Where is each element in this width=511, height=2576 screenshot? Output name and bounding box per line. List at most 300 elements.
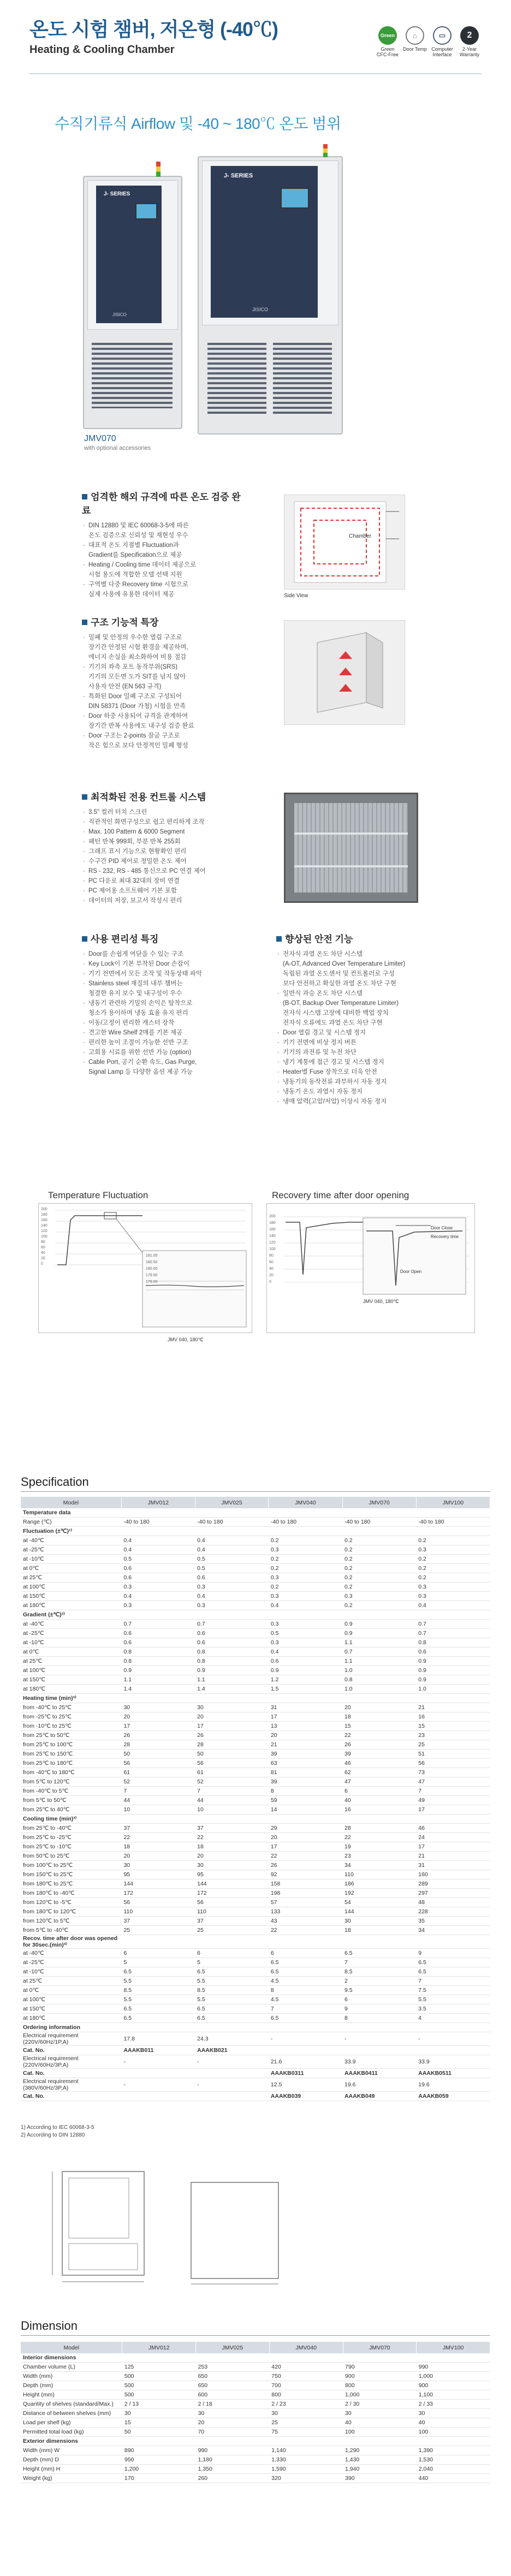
table-cell — [342, 1610, 416, 1620]
feature-standards — [82, 489, 246, 599]
table-cell: 28 — [342, 1824, 416, 1833]
list-item: · 특화된 Door 밀폐 구조로 구성되어 — [82, 692, 246, 701]
table-cell: 30 — [196, 2409, 270, 2418]
row-label: from -40℃ to 180℃ — [21, 1768, 121, 1777]
fluctuation-plot — [39, 1204, 252, 1332]
table-row — [21, 2474, 490, 2483]
y-tick-labels: 200 180 160 140 120 100 80 60 40 20 0 — [41, 1207, 47, 1266]
list-item: 사용자 안전 (EN 563 규격) — [88, 683, 162, 690]
table-cell: 170 — [122, 2474, 196, 2483]
table-cell: 1,200 — [122, 2465, 196, 2474]
list-item: · 이동/고정이 편리한 캐스터 장착 — [82, 1018, 262, 1028]
row-label: at 0℃ — [21, 1564, 121, 1573]
recovery-plot — [267, 1204, 474, 1332]
row-label: from -10℃ to 25℃ — [21, 1722, 121, 1731]
leaf-icon: Green — [378, 26, 397, 45]
table-cell: 297 — [416, 1889, 490, 1898]
list-item: · 패턴 반복 999회, 부분 반복 255회 — [82, 837, 257, 847]
table-cell: 54 — [342, 1898, 416, 1907]
column-header: JMV040 — [269, 2342, 343, 2353]
table-cell: 25 — [269, 2418, 343, 2428]
table-row — [21, 2363, 490, 2372]
table-cell — [416, 1694, 490, 1703]
table-cell: 144 — [195, 1879, 269, 1889]
table-cell: 8.5 — [195, 1986, 269, 1995]
table-cell — [269, 2046, 342, 2055]
table-row — [21, 1898, 490, 1907]
list-item: 독립된 과열 온도센서 및 컨트롤러로 구성 — [283, 971, 395, 977]
row-label: Distance of between shelves (mm) — [21, 2409, 122, 2418]
list-item: · 기기의 과전류 및 누전 차단 — [276, 1048, 473, 1057]
chamber-front-panel — [96, 186, 162, 323]
list-item: · 수구간 PID 제어로 정밀한 온도 제어 — [82, 856, 257, 866]
table-cell: 0.2 — [342, 1555, 416, 1564]
table-cell: 18 — [121, 1842, 195, 1852]
list-item: · Heater별 Fuse 장착으로 더욱 안전 — [276, 1067, 473, 1077]
column-header: JMV100 — [416, 1497, 490, 1508]
table-cell — [269, 1508, 342, 1518]
row-label: from -40℃ to 25℃ — [21, 1703, 121, 1712]
table-cell — [121, 2023, 195, 2032]
table-cell: 100 — [417, 2428, 490, 2437]
table-cell: 20 — [269, 1833, 342, 1842]
row-label: from 180℃ to 25℃ — [21, 1879, 121, 1889]
column-header: JMV025 — [195, 1497, 269, 1508]
table-cell: 23 — [342, 1852, 416, 1861]
row-label: from 150℃ to 25℃ — [21, 1870, 121, 1879]
list-item: · Door 하중 사용되어 규격을 관계하여 — [82, 711, 246, 721]
list-item: (B-OT, Backup Over Temperature Limiter) — [283, 1000, 399, 1007]
row-label: Depth (mm) — [21, 2381, 122, 2390]
table-cell: 0.7 — [121, 1620, 195, 1629]
table-cell: 0.3 — [269, 1620, 342, 1629]
table-cell — [121, 1527, 195, 1536]
table-row — [21, 2353, 490, 2363]
table-cell: 30 — [343, 2409, 417, 2418]
list-item: · RS - 232, RS - 485 통신으로 PC 연결 제어 — [82, 866, 257, 876]
table-row — [21, 1870, 490, 1879]
table-cell: 0.3 — [269, 1592, 342, 1601]
list-item: · PC 제어용 소프트웨어 기본 포함 — [82, 886, 257, 896]
feature-structure — [82, 615, 246, 751]
table-cell: 59 — [269, 1796, 342, 1805]
table-cell: 0.9 — [416, 1666, 490, 1675]
list-item: · 고희용 시료를 위한 선반 가능 (option) — [82, 1048, 262, 1057]
column-header: JMV070 — [342, 1497, 416, 1508]
table-row — [21, 1592, 490, 1601]
table-cell: 6.5 — [269, 1967, 342, 1977]
table-row — [21, 1787, 490, 1796]
table-cell: 750 — [269, 2372, 343, 2381]
table-cell: 20 — [195, 1852, 269, 1861]
table-cell: 0.9 — [195, 1666, 269, 1675]
table-row — [21, 1722, 490, 1731]
list-item: · 견고한 Wire Shelf 2매를 기본 제공 — [82, 1028, 262, 1038]
table-cell — [195, 2023, 269, 2032]
table-row — [21, 1694, 490, 1703]
row-label: at 25℃ — [21, 1977, 121, 1986]
dimension-heading: Dimension — [21, 2319, 78, 2333]
bullet-square-icon — [82, 794, 87, 800]
list-item: · Key Lock이 기본 부착된 Door 손잡이 — [82, 959, 262, 969]
table-cell: 7 — [195, 1787, 269, 1796]
table-cell — [121, 2092, 195, 2101]
table-cell: 133 — [269, 1907, 342, 1917]
table-row — [21, 1833, 490, 1842]
row-label: Quantity of shelves (standard/Max.) — [21, 2400, 122, 2409]
table-cell: 1.0 — [416, 1685, 490, 1694]
table-row — [21, 2409, 490, 2418]
table-cell: AAAKB011 — [121, 2046, 195, 2055]
list-item: Signal Lamp 등 다양한 옵션 제공 가능 — [88, 1069, 193, 1075]
table-cell: 1,290 — [343, 2446, 417, 2455]
table-cell: 0.2 — [416, 1536, 490, 1545]
table-cell: - — [416, 2032, 490, 2046]
table-cell — [416, 2023, 490, 2032]
table-row — [21, 1814, 490, 1824]
spec-heading: Specification — [21, 1475, 89, 1489]
table-cell: 0.7 — [416, 1629, 490, 1638]
spec-note: 2) According to DIN 12880 — [21, 2132, 85, 2138]
table-cell: 26 — [269, 1861, 342, 1870]
table-row — [21, 1949, 490, 1958]
table-cell — [269, 2437, 343, 2446]
table-cell: 0.2 — [269, 1564, 342, 1573]
table-cell: 34 — [416, 1926, 490, 1935]
table-cell: 2 / 18 — [196, 2400, 270, 2409]
wire-shelf — [294, 865, 408, 867]
table-cell: AAAKB021 — [195, 2046, 269, 2055]
table-cell: 0.2 — [416, 1555, 490, 1564]
row-label: Exterior dimensions — [21, 2437, 122, 2446]
table-cell: 650 — [196, 2372, 270, 2381]
row-label: at -10℃ — [21, 1967, 121, 1977]
table-cell: 21 — [416, 1703, 490, 1712]
table-cell: 8 — [269, 1787, 342, 1796]
row-label: from 25℃ to 150℃ — [21, 1750, 121, 1759]
row-label: Depth (mm) D — [21, 2455, 122, 2465]
table-cell: 30 — [122, 2409, 196, 2418]
table-cell: 22 — [269, 1926, 342, 1935]
table-row — [21, 1907, 490, 1917]
table-cell — [196, 2437, 270, 2446]
dimension-heading-rule — [21, 2335, 490, 2336]
row-label: at 180℃ — [21, 1601, 121, 1610]
table-cell: 800 — [343, 2381, 417, 2390]
table-cell: 6.5 — [342, 1949, 416, 1958]
row-label: Cooling time (min)³⁾ — [21, 1814, 121, 1824]
graph-title-fluctuation: Temperature Fluctuation — [48, 1190, 148, 1200]
table-cell: 7 — [416, 1787, 490, 1796]
table-cell — [342, 1508, 416, 1518]
column-header: JMV040 — [269, 1497, 342, 1508]
table-cell: 100 — [343, 2428, 417, 2437]
row-label: Cat. No. — [21, 2046, 121, 2055]
touch-screen-icon — [281, 188, 309, 209]
table-cell: 19 — [342, 1842, 416, 1852]
page-subtitle: Heating & Cooling Chamber — [29, 44, 175, 56]
table-cell: - — [121, 2055, 195, 2069]
list-item: · 기기 전면에서 모든 조작 및 작동상태 파악 — [82, 969, 262, 979]
table-cell: 9 — [416, 1949, 490, 1958]
table-cell: 158 — [269, 1879, 342, 1889]
interior-wall — [294, 803, 408, 893]
table-row — [21, 1926, 490, 1935]
list-item: 시험 용도에 적합한 모델 선택 지원 — [88, 572, 182, 578]
section-title: 사용 편리성 특징 — [82, 931, 262, 945]
table-row — [21, 1750, 490, 1759]
table-cell: 21 — [269, 1740, 342, 1750]
table-cell: 17 — [195, 1722, 269, 1731]
table-row — [21, 1879, 490, 1889]
table-cell: 260 — [196, 2474, 270, 2483]
spec-table-body — [21, 1508, 490, 2101]
table-cell: 30 — [121, 1703, 195, 1712]
table-header-row — [21, 1497, 490, 1508]
table-cell: 70 — [196, 2428, 270, 2437]
table-cell — [416, 1935, 490, 1949]
table-cell: 0.4 — [195, 1592, 269, 1601]
table-row — [21, 2400, 490, 2409]
table-cell: 21 — [416, 1852, 490, 1861]
row-label: from 180℃ to 120℃ — [21, 1907, 121, 1917]
table-cell: 21.6 — [269, 2055, 342, 2069]
table-cell: 28 — [121, 1740, 195, 1750]
table-cell: 2 / 23 — [269, 2400, 343, 2409]
column-header: JMV012 — [121, 1497, 195, 1508]
table-cell: 37 — [121, 1917, 195, 1926]
table-cell: 31 — [416, 1861, 490, 1870]
table-cell: 160 — [416, 1870, 490, 1879]
table-cell — [343, 2437, 417, 2446]
table-cell: 0.6 — [121, 1564, 195, 1573]
table-cell: 24 — [416, 1833, 490, 1842]
table-cell: 0.4 — [195, 1545, 269, 1555]
table-cell — [416, 1508, 490, 1518]
table-cell: 0.3 — [195, 1601, 269, 1610]
table-cell: 1.0 — [342, 1666, 416, 1675]
table-cell: 33.9 — [342, 2055, 416, 2069]
table-row — [21, 1731, 490, 1740]
table-row — [21, 2004, 490, 2014]
table-cell: 24.3 — [195, 2032, 269, 2046]
table-cell: 2,040 — [417, 2465, 490, 2474]
spec-heading-rule — [21, 1491, 490, 1492]
table-cell: 0.4 — [195, 1536, 269, 1545]
feature-convenience — [82, 931, 262, 1077]
table-cell: 1.1 — [121, 1675, 195, 1685]
table-cell: 20 — [342, 1703, 416, 1712]
table-cell — [269, 1814, 342, 1824]
table-row — [21, 1620, 490, 1629]
row-label: at -10℃ — [21, 1555, 121, 1564]
header-divider — [29, 73, 482, 74]
table-cell: 192 — [342, 1889, 416, 1898]
table-cell: 95 — [121, 1870, 195, 1879]
table-cell: 7 — [416, 1977, 490, 1986]
table-row — [21, 1703, 490, 1712]
table-cell: 6 — [342, 1787, 416, 1796]
table-cell — [342, 1814, 416, 1824]
structure-diagram — [284, 620, 405, 725]
list-item: · 편리한 높이 조절이 가능한 선반 구조 — [82, 1038, 262, 1048]
list-item: · 구역별 다중 Recovery time 시험으로 — [82, 580, 246, 590]
table-cell: 31 — [269, 1703, 342, 1712]
monitor-icon: ▭ — [433, 26, 451, 45]
table-cell: 39 — [269, 1777, 342, 1787]
table-cell — [342, 1694, 416, 1703]
table-cell: 6 — [121, 1949, 195, 1958]
row-label: from 50℃ to 25℃ — [21, 1852, 121, 1861]
list-item: 청소가 용이하며 냉동 효율 유지 편리 — [88, 1010, 188, 1016]
table-cell: 990 — [417, 2363, 490, 2372]
table-row — [21, 1712, 490, 1722]
table-cell: 0.2 — [342, 1583, 416, 1592]
row-label: Electrical requirement (220V/60Hz/3P,A) — [21, 2055, 121, 2069]
table-cell: 6.5 — [195, 2014, 269, 2023]
door-open-label: Door Open — [400, 1269, 422, 1274]
table-cell: 125 — [122, 2363, 196, 2372]
table-cell — [122, 2437, 196, 2446]
table-cell: 46 — [342, 1759, 416, 1768]
table-cell: 0.3 — [342, 1592, 416, 1601]
table-cell — [195, 1935, 269, 1949]
table-cell: 1.1 — [195, 1675, 269, 1685]
table-cell: 440 — [417, 2474, 490, 2483]
table-cell: 92 — [269, 1870, 342, 1879]
table-cell: 30 — [121, 1861, 195, 1870]
table-row — [21, 1768, 490, 1777]
feature-list — [276, 949, 473, 1106]
table-cell — [417, 2437, 490, 2446]
table-cell: 1.4 — [195, 1685, 269, 1694]
table-cell: 0.2 — [269, 1555, 342, 1564]
table-cell: 52 — [195, 1777, 269, 1787]
table-cell: 5.5 — [121, 1977, 195, 1986]
table-cell: 4.5 — [269, 1995, 342, 2004]
list-item: · Heating / Cooling time 데이터 제공으로 — [82, 560, 246, 570]
table-cell — [195, 2069, 269, 2078]
row-label: at -25℃ — [21, 1629, 121, 1638]
list-item: · 데이터의 저장, 보고서 작성시 편리 — [82, 896, 257, 906]
table-cell: 500 — [122, 2372, 196, 2381]
table-cell: 18 — [342, 1712, 416, 1722]
row-label: from 5℃ to 50℃ — [21, 1796, 121, 1805]
bullet-square-icon — [276, 936, 282, 942]
table-cell — [416, 1527, 490, 1536]
table-cell: 0.3 — [121, 1583, 195, 1592]
table-cell: 0.5 — [195, 1555, 269, 1564]
row-label: Recov. time after door was opened for 30sec.(min)³⁾ — [21, 1935, 121, 1949]
table-row — [21, 2372, 490, 2381]
table-cell: - — [121, 2078, 195, 2092]
table-row — [21, 1852, 490, 1861]
table-cell: 56 — [195, 1898, 269, 1907]
row-label: Width (mm) W — [21, 2446, 122, 2455]
table-cell: 40 — [417, 2418, 490, 2428]
list-item: · 냉기 계통에 접근 경고 및 시스템 정지 — [276, 1057, 473, 1067]
table-cell: 30 — [195, 1861, 269, 1870]
table-cell: 0.3 — [416, 1545, 490, 1555]
list-item: · DIN 12880 및 IEC 60068-3-5에 따른 — [82, 521, 246, 531]
table-cell: 15 — [416, 1722, 490, 1731]
table-cell: 30 — [195, 1703, 269, 1712]
table-cell: 2 / 30 — [343, 2400, 417, 2409]
table-cell: 28 — [195, 1740, 269, 1750]
fluctuation-graph — [38, 1203, 252, 1342]
table-cell: 5.5 — [195, 1977, 269, 1986]
table-cell: 26 — [195, 1731, 269, 1740]
row-label: Heating time (min)³⁾ — [21, 1694, 121, 1703]
table-cell: 75 — [269, 2428, 343, 2437]
list-item: · 냉동기 온도 과열시 자동 정지 — [276, 1087, 473, 1097]
table-row — [21, 1861, 490, 1870]
row-label: at -40℃ — [21, 1620, 121, 1629]
list-item: · 기기 전면에 비상 정지 버튼 — [276, 1038, 473, 1048]
table-row — [21, 2446, 490, 2455]
list-item: (A-OT, Advanced Over Temperature Limiter) — [283, 961, 406, 967]
badge-label: Green CFC-Free — [377, 46, 399, 57]
table-cell: 0.2 — [342, 1564, 416, 1573]
table-cell: 19.6 — [416, 2078, 490, 2092]
table-cell: 20 — [196, 2418, 270, 2428]
table-cell: 6.5 — [416, 1967, 490, 1977]
row-label: Cat. No. — [21, 2069, 121, 2078]
signal-lamp-icon — [323, 144, 328, 157]
table-cell: 14 — [269, 1805, 342, 1814]
warranty-icon: 2 — [460, 26, 479, 45]
table-cell: 0.8 — [121, 1657, 195, 1666]
table-cell: 16 — [342, 1805, 416, 1814]
dimension-drawing-side — [180, 2175, 293, 2289]
table-cell: 0.3 — [269, 1545, 342, 1555]
list-item: · 밀폐 및 안정의 우수한 열림 구조로 — [82, 633, 246, 642]
table-cell — [342, 2023, 416, 2032]
feature-list — [82, 949, 262, 1077]
chamber-front-panel — [211, 166, 318, 318]
table-cell: 26 — [342, 1740, 416, 1750]
graph-caption: JMV 040, 180℃ — [363, 1299, 399, 1304]
table-cell — [416, 1610, 490, 1620]
table-cell: 0.2 — [342, 1545, 416, 1555]
list-item: 에너지 손실을 최소화하여 비용 절감 — [88, 654, 187, 661]
wire-shelf — [294, 832, 408, 835]
row-label: at 180℃ — [21, 1685, 121, 1694]
table-cell — [195, 1814, 269, 1824]
row-label: from -25℃ to 25℃ — [21, 1712, 121, 1722]
table-cell: 50 — [195, 1750, 269, 1759]
row-label: at 150℃ — [21, 2004, 121, 2014]
row-label: Height (mm) — [21, 2390, 122, 2400]
table-cell: 110 — [342, 1870, 416, 1879]
table-cell: 0.3 — [269, 1573, 342, 1583]
table-row — [21, 1518, 490, 1527]
section-title: 향상된 안전 기능 — [276, 931, 473, 945]
bullet-square-icon — [82, 620, 87, 625]
table-cell: 12.5 — [269, 2078, 342, 2092]
table-row — [21, 2023, 490, 2032]
table-cell: 2 / 13 — [122, 2400, 196, 2409]
table-cell: 50 — [121, 1750, 195, 1759]
list-item: 작은 힘으로 보다 안정적인 밀폐 형성 — [88, 742, 188, 749]
table-cell: 56 — [121, 1898, 195, 1907]
table-cell: 890 — [122, 2446, 196, 2455]
table-cell: 25 — [195, 1926, 269, 1935]
table-row — [21, 1536, 490, 1545]
table-cell: 0.2 — [416, 1573, 490, 1583]
table-cell — [269, 2353, 343, 2363]
table-cell: 25 — [416, 1740, 490, 1750]
